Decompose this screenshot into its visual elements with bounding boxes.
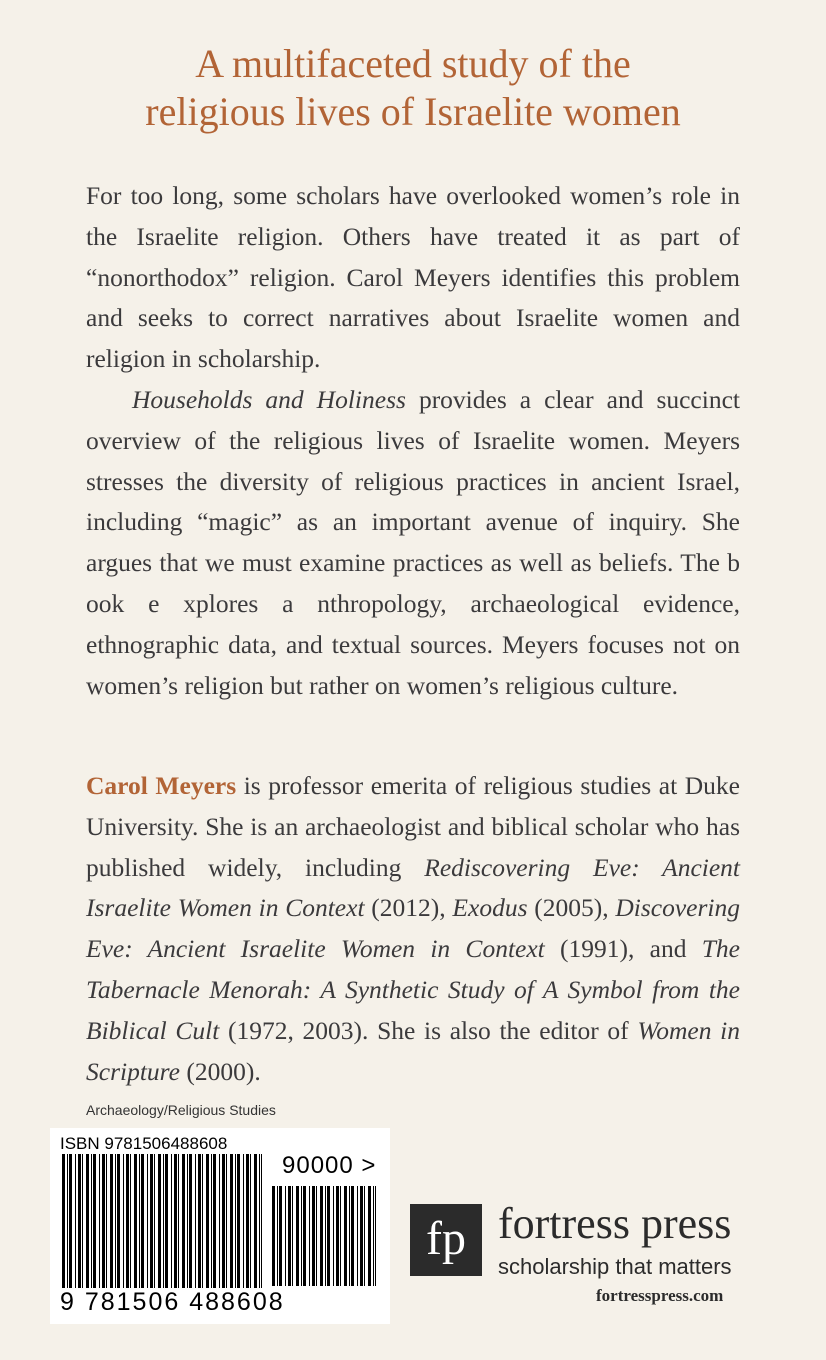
barcode-bar	[91, 1154, 92, 1288]
barcode-bar	[344, 1186, 347, 1286]
barcode-bar	[115, 1154, 116, 1288]
barcode-bar	[163, 1154, 164, 1288]
barcode-bar	[316, 1186, 317, 1286]
barcode-bar	[154, 1154, 155, 1288]
barcode-bar	[364, 1186, 365, 1286]
barcode-bar	[174, 1154, 177, 1288]
barcode-bar	[93, 1154, 96, 1288]
barcode-bars	[62, 1154, 262, 1288]
barcode-bar	[375, 1186, 376, 1286]
barcode-bar	[139, 1154, 140, 1288]
barcode-bar	[279, 1186, 282, 1286]
publisher-name: fortress press	[498, 1199, 732, 1248]
barcode-bar	[187, 1154, 188, 1288]
description-paragraph-1: For too long, some scholars have overlooked women’s role in the Israelite religion. Others have treated it as part of “nonorthodox” religion. Carol Meyers identifies this problem and seeks to correct narratives about Israelite women and religion in scholarship.	[86, 181, 740, 374]
barcode-bar	[327, 1186, 330, 1286]
barcode-bar	[86, 1154, 89, 1288]
barcode-bar	[62, 1154, 65, 1288]
barcode-bar	[340, 1186, 341, 1286]
barcode-bar	[147, 1154, 148, 1288]
barcode-bar	[123, 1154, 124, 1288]
barcode-bar	[75, 1154, 76, 1288]
barcode-bar	[259, 1154, 260, 1288]
isbn-label: ISBN 9781506488608	[60, 1134, 228, 1153]
bio-book-title: Rediscovering Eve: Ancient Israelite Women in Context	[86, 852, 740, 923]
barcode-bar	[357, 1186, 358, 1286]
barcode-bar	[182, 1154, 185, 1288]
barcode-bar	[189, 1154, 192, 1288]
barcode-bar	[277, 1186, 278, 1286]
barcode-digits: 9 781506 488608	[60, 1288, 285, 1316]
barcode-bar	[301, 1186, 302, 1286]
barcode-bar	[226, 1154, 227, 1288]
bio-book-title: The Tabernacle Menorah: A Synthetic Study of A Symbol from the Biblical Cult	[86, 934, 740, 1045]
bio-text: (2012),	[364, 893, 453, 923]
barcode-bar	[106, 1154, 107, 1288]
description-paragraph-2-text: provides a clear and succinct overview of the religious lives of Israelite women. Meyers stresses the diversity of religious practices in ancient Israel, including “magic” as an important avenue of inquiry. She argues that we must examine practices as well as beliefs. The b ook e xplores a nthropology, archaeological evidence, ethnographic data, and textual sources. Meyers focuses not on women’s religion but rather on women’s religious culture.	[86, 384, 740, 700]
barcode-bar	[272, 1186, 275, 1286]
barcode-bar	[198, 1154, 201, 1288]
author-bio	[86, 766, 740, 1092]
barcode-bar	[250, 1154, 251, 1288]
barcode-bar	[230, 1154, 233, 1288]
barcode-bar	[211, 1154, 212, 1288]
barcode-bar	[320, 1186, 323, 1286]
barcode-bar	[261, 1154, 262, 1288]
subject-category: Archaeology/Religious Studies	[86, 1102, 276, 1118]
bio-book-title: Exodus	[452, 893, 528, 923]
publisher-url: fortresspress.com	[596, 1286, 724, 1305]
bio-book-title: Women in Scripture	[86, 1015, 740, 1086]
publisher-tagline: scholarship that matters	[498, 1254, 732, 1279]
barcode-bar	[219, 1154, 220, 1288]
bio-text: is professor emerita of religious studies at Duke University. She is an archaeologist and biblical scholar who has published widely, including	[86, 771, 740, 882]
barcode-bar	[237, 1154, 240, 1288]
bio-text: (1972, 2003). She is also the editor of	[219, 1015, 638, 1045]
barcode-bar	[117, 1154, 120, 1288]
barcode-bar	[195, 1154, 196, 1288]
barcode-bar	[336, 1186, 339, 1286]
barcode-bar	[165, 1154, 168, 1288]
barcode-bar	[69, 1154, 72, 1288]
barcode-bar	[303, 1186, 306, 1286]
book-title: Households and Holiness	[132, 384, 406, 414]
description-paragraph-2	[86, 380, 740, 706]
barcode-bar	[373, 1186, 374, 1286]
barcode-bar	[178, 1154, 179, 1288]
barcode-bar	[243, 1154, 244, 1288]
barcode-bar	[296, 1186, 299, 1286]
bio-text: (2005),	[527, 893, 616, 923]
headline-line-1: A multifaceted study of the	[195, 41, 631, 86]
barcode-bar	[349, 1186, 350, 1286]
barcode-bar	[309, 1186, 310, 1286]
barcode-bar	[368, 1186, 371, 1286]
barcode-bar	[333, 1186, 334, 1286]
book-description	[86, 176, 740, 706]
barcode-bar	[78, 1154, 81, 1288]
publisher-logo-icon: fp	[410, 1204, 482, 1276]
barcode-bar	[246, 1154, 249, 1288]
price-barcode-bars	[272, 1186, 376, 1286]
barcode-bar	[102, 1154, 105, 1288]
barcode-bar	[254, 1154, 257, 1288]
barcode-bar	[360, 1186, 363, 1286]
barcode-bar	[67, 1154, 68, 1288]
bio-text: (1991), and	[544, 934, 702, 964]
author-name: Carol Meyers	[86, 771, 237, 800]
barcode-bar	[325, 1186, 326, 1286]
barcode-bar	[202, 1154, 203, 1288]
barcode-bar	[288, 1186, 291, 1286]
barcode-bar	[312, 1186, 315, 1286]
barcode-bar	[222, 1154, 225, 1288]
barcode-bar	[351, 1186, 354, 1286]
barcode-bar	[285, 1186, 286, 1286]
barcode-bar	[235, 1154, 236, 1288]
barcode-bar	[126, 1154, 129, 1288]
headline	[60, 40, 766, 136]
barcode-bar	[130, 1154, 131, 1288]
headline-line-2: religious lives of Israelite women	[145, 89, 681, 134]
barcode-bar	[134, 1154, 137, 1288]
barcode-bar	[82, 1154, 83, 1288]
barcode-bar	[206, 1154, 209, 1288]
barcode-bar	[150, 1154, 153, 1288]
barcode-bar	[158, 1154, 161, 1288]
barcode-bar	[171, 1154, 172, 1288]
isbn-barcode	[50, 1128, 390, 1324]
barcode-bar	[213, 1154, 216, 1288]
bio-text: (2000).	[179, 1056, 261, 1086]
price-code: 90000 >	[282, 1152, 377, 1179]
barcode-bar	[141, 1154, 144, 1288]
barcode-bar	[292, 1186, 293, 1286]
bio-book-title: Discovering Eve: Ancient Israelite Women in Context	[86, 893, 741, 964]
barcode-bar	[110, 1154, 113, 1288]
barcode-bar	[99, 1154, 100, 1288]
